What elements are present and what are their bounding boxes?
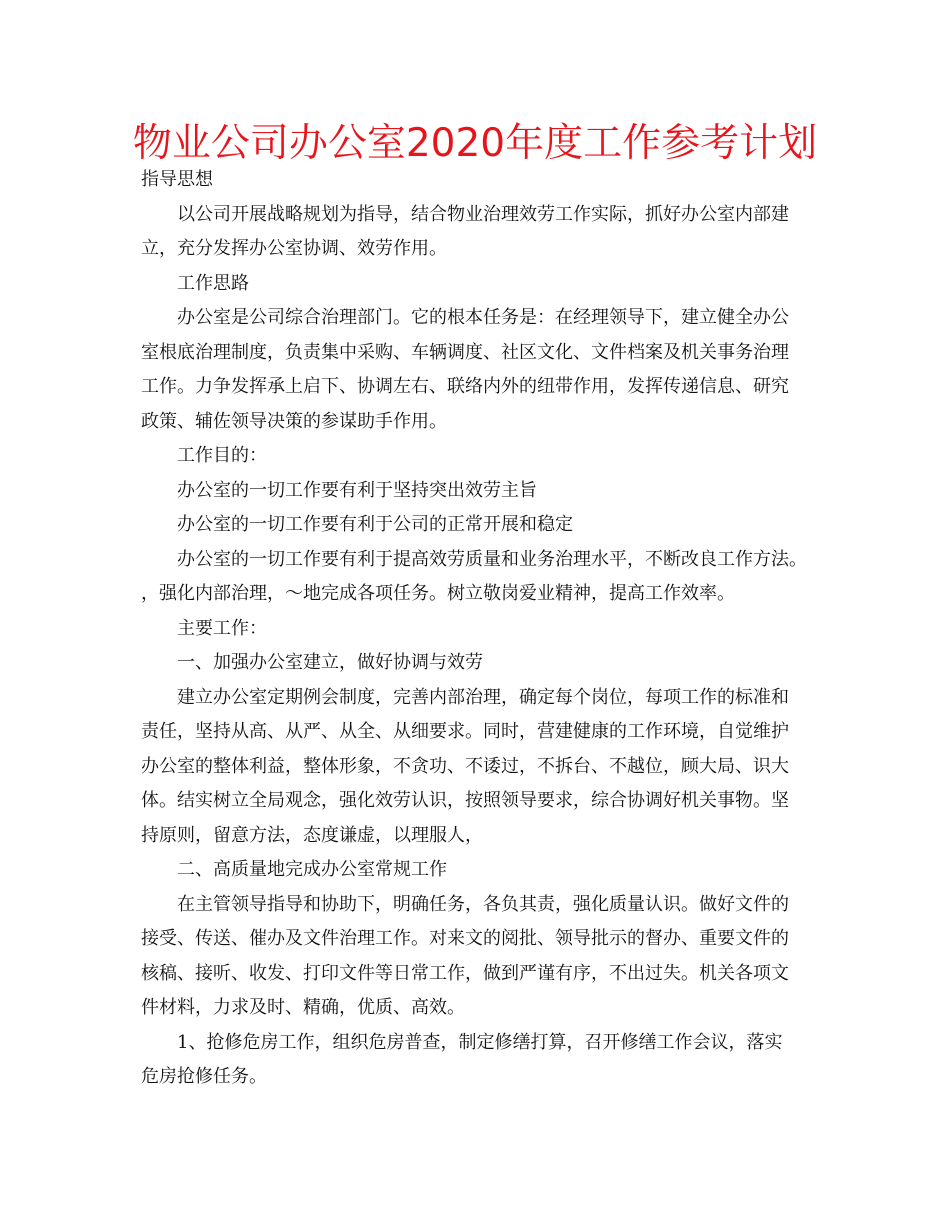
paragraph-line: 接受、传送、催办及文件治理工作。对来文的阅批、领导批示的督办、重要文件的 — [141, 928, 789, 949]
paragraph-line: 办公室是公司综合治理部门。它的根本任务是：在经理领导下，建立健全办公 — [177, 307, 789, 328]
paragraph-line: 立，充分发挥办公室协调、效劳作用。 — [141, 238, 447, 259]
numbered-item-1: 1、抢修危房工作，组织危房普查，制定修缮打算，召开修缮工作会议，落实 — [177, 1031, 783, 1053]
goal-item: 办公室的一切工作要有利于公司的正常开展和稳定 — [177, 514, 573, 535]
subsection-heading-2: 二、高质量地完成办公室常规工作 — [177, 859, 447, 880]
paragraph-line: 体。结实树立全局观念，强化效劳认识，按照领导要求，综合协调好机关事物。坚 — [141, 790, 789, 811]
paragraph-line: 以公司开展战略规划为指导，结合物业治理效劳工作实际，抓好办公室内部建 — [177, 203, 789, 225]
section-heading-guiding-ideology: 指导思想 — [141, 169, 213, 190]
document-body — [141, 163, 821, 1095]
section-heading-work-approach: 工作思路 — [177, 272, 249, 294]
paragraph-line: 建立办公室定期例会制度，完善内部治理，确定每个岗位，每项工作的标准和 — [177, 686, 789, 708]
goal-item: 办公室的一切工作要有利于提高效劳质量和业务治理水平，不断改良工作方法。 — [177, 548, 807, 570]
paragraph-line: ，强化内部治理，～地完成各项任务。树立敬岗爱业精神，提高工作效率。 — [141, 583, 735, 604]
section-heading-main-work: 主要工作： — [177, 617, 267, 639]
paragraph-line: 责任，坚持从高、从严、从全、从细要求。同时，营建健康的工作环境，自觉维护 — [141, 721, 789, 742]
paragraph-line: 室根底治理制度，负责集中采购、车辆调度、社区文化、文件档案及机关事务治理 — [141, 341, 789, 363]
paragraph-line: 件材料，力求及时、精确，优质、高效。 — [141, 997, 465, 1018]
paragraph-line: 持原则，留意方法，态度谦虚，以理服人， — [141, 824, 483, 846]
paragraph-line: 工作。力争发挥承上启下、协调左右、联络内外的纽带作用，发挥传递信息、研究 — [141, 376, 789, 397]
section-heading-work-goals: 工作目的： — [177, 445, 267, 466]
subsection-heading-1: 一、加强办公室建立，做好协调与效劳 — [177, 652, 483, 673]
paragraph-line: 危房抢修任务。 — [141, 1066, 267, 1087]
paragraph-line: 办公室的整体利益，整体形象，不贪功、不诿过，不拆台、不越位，顾大局、识大 — [141, 755, 789, 777]
document-title: 物业公司办公室2020年度工作参考计划 — [132, 121, 818, 166]
paragraph-line: 核稿、接听、收发、打印文件等日常工作，做到严谨有序，不出过失。机关各项文 — [141, 962, 789, 984]
paragraph-line: 政策、辅佐领导决策的参谋助手作用。 — [141, 410, 447, 432]
paragraph-line: 在主管领导指导和协助下，明确任务，各负其责，强化质量认识。做好文件的 — [177, 893, 789, 915]
goal-item: 办公室的一切工作要有利于坚持突出效劳主旨 — [177, 479, 537, 501]
